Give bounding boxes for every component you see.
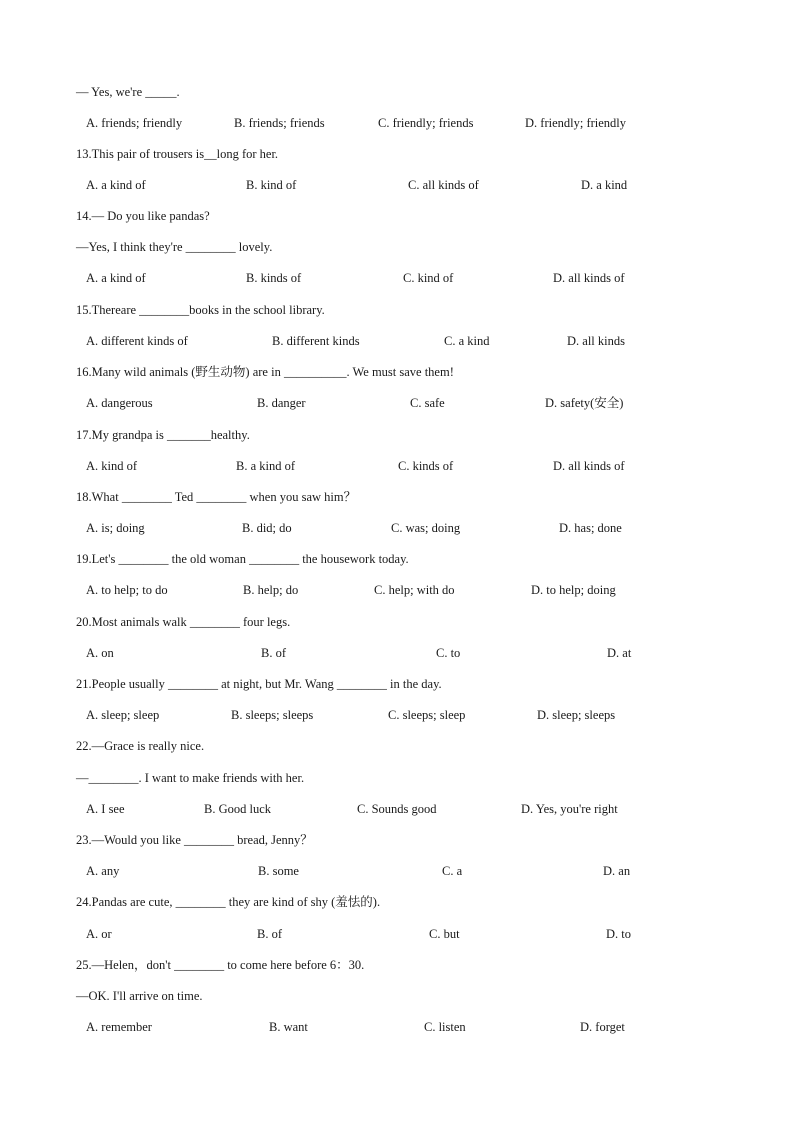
option-b: B. kind of: [246, 178, 297, 192]
option-a: A. or: [86, 927, 112, 941]
option-d: D. safety(安全): [545, 396, 624, 410]
question-14-options: [0, 270, 794, 286]
option-c: C. kind of: [403, 271, 454, 285]
option-a: A. friends; friendly: [86, 116, 183, 130]
question-13-options: [0, 177, 794, 193]
option-a: A. I see: [86, 802, 125, 816]
option-d: D. to: [606, 927, 631, 941]
question-19-options: [0, 582, 794, 598]
question-14-stem-line-1: 14.— Do you like pandas?: [76, 209, 210, 223]
question-17-stem-line-1: 17.My grandpa is _______healthy.: [76, 428, 250, 442]
option-c: C. a kind: [444, 334, 490, 348]
question-17-options: [0, 458, 794, 474]
question-18-stem-line-1: 18.What ________ Ted ________ when you saw him？: [76, 490, 357, 504]
option-a: A. sleep; sleep: [86, 708, 160, 722]
option-d: D. to help; doing: [531, 583, 616, 597]
option-c: C. to: [436, 646, 461, 660]
option-d: D. at: [607, 646, 632, 660]
option-b: B. want: [269, 1020, 308, 1034]
option-c: C. but: [429, 927, 460, 941]
option-c: C. kinds of: [398, 459, 454, 473]
question-25-options: [0, 1019, 794, 1035]
question-13-stem-line-1: 13.This pair of trousers is__long for her.: [76, 147, 279, 161]
question-18-options: [0, 520, 794, 536]
question-20-stem-line-1: 20.Most animals walk ________ four legs.: [76, 615, 291, 629]
option-a: A. is; doing: [86, 521, 145, 535]
question-21-options: [0, 707, 794, 723]
option-b: B. sleeps; sleeps: [231, 708, 314, 722]
option-b: B. some: [258, 864, 299, 878]
option-a: A. any: [86, 864, 120, 878]
question-20-options: [0, 645, 794, 661]
question-23-stem-line-1: 23.—Would you like ________ bread, Jenny？: [76, 833, 313, 847]
option-a: A. different kinds of: [86, 334, 188, 348]
option-d: D. Yes, you're right: [521, 802, 618, 816]
option-b: B. did; do: [242, 521, 292, 535]
option-a: A. to help; to do: [86, 583, 168, 597]
question-23-options: [0, 863, 794, 879]
question-22-stem-line-1: 22.—Grace is really nice.: [76, 739, 205, 753]
option-d: D. all kinds: [567, 334, 625, 348]
option-d: D. all kinds of: [553, 271, 625, 285]
option-a: A. a kind of: [86, 271, 146, 285]
option-a: A. remember: [86, 1020, 152, 1034]
option-a: A. dangerous: [86, 396, 153, 410]
question-24-stem-line-1: 24.Pandas are cute, ________ they are kind of shy (羞怯的).: [76, 895, 381, 909]
option-a: A. a kind of: [86, 178, 146, 192]
option-b: B. a kind of: [236, 459, 296, 473]
question-14-stem-line-2: —Yes, I think they're ________ lovely.: [76, 240, 273, 254]
question-16-stem-line-1: 16.Many wild animals (野生动物) are in __________. We must save them!: [76, 365, 454, 379]
option-c: C. was; doing: [391, 521, 461, 535]
option-d: D. forget: [580, 1020, 625, 1034]
option-c: C. safe: [410, 396, 445, 410]
option-d: D. friendly; friendly: [525, 116, 627, 130]
option-b: B. of: [257, 927, 282, 941]
question-12-options: [0, 115, 794, 131]
question-25-stem-line-1: 25.—Helen，don't ________ to come here before 6：30.: [76, 958, 365, 972]
question-16-options: [0, 395, 794, 411]
option-c: C. a: [442, 864, 463, 878]
option-a: A. on: [86, 646, 114, 660]
option-d: D. all kinds of: [553, 459, 625, 473]
question-22-stem-line-2: —________. I want to make friends with her.: [76, 771, 305, 785]
question-15-stem-line-1: 15.Thereare ________books in the school library.: [76, 303, 325, 317]
option-a: A. kind of: [86, 459, 138, 473]
option-c: C. friendly; friends: [378, 116, 474, 130]
option-b: B. kinds of: [246, 271, 302, 285]
option-d: D. sleep; sleeps: [537, 708, 616, 722]
question-25-stem-line-2: —OK. I'll arrive on time.: [76, 989, 203, 1003]
option-c: C. Sounds good: [357, 802, 437, 816]
option-b: B. friends; friends: [234, 116, 325, 130]
question-12-stem-line-1: — Yes, we're _____.: [76, 85, 180, 99]
option-b: B. different kinds: [272, 334, 360, 348]
option-b: B. danger: [257, 396, 306, 410]
option-d: D. an: [603, 864, 631, 878]
option-b: B. Good luck: [204, 802, 272, 816]
question-21-stem-line-1: 21.People usually ________ at night, but Mr. Wang ________ in the day.: [76, 677, 442, 691]
question-22-options: [0, 801, 794, 817]
option-c: C. help; with do: [374, 583, 455, 597]
question-19-stem-line-1: 19.Let's ________ the old woman ________ the housework today.: [76, 552, 409, 566]
option-d: D. a kind: [581, 178, 628, 192]
option-b: B. help; do: [243, 583, 299, 597]
option-c: C. listen: [424, 1020, 466, 1034]
question-24-options: [0, 926, 794, 942]
option-b: B. of: [261, 646, 286, 660]
option-d: D. has; done: [559, 521, 622, 535]
option-c: C. all kinds of: [408, 178, 479, 192]
question-15-options: [0, 333, 794, 349]
option-c: C. sleeps; sleep: [388, 708, 466, 722]
